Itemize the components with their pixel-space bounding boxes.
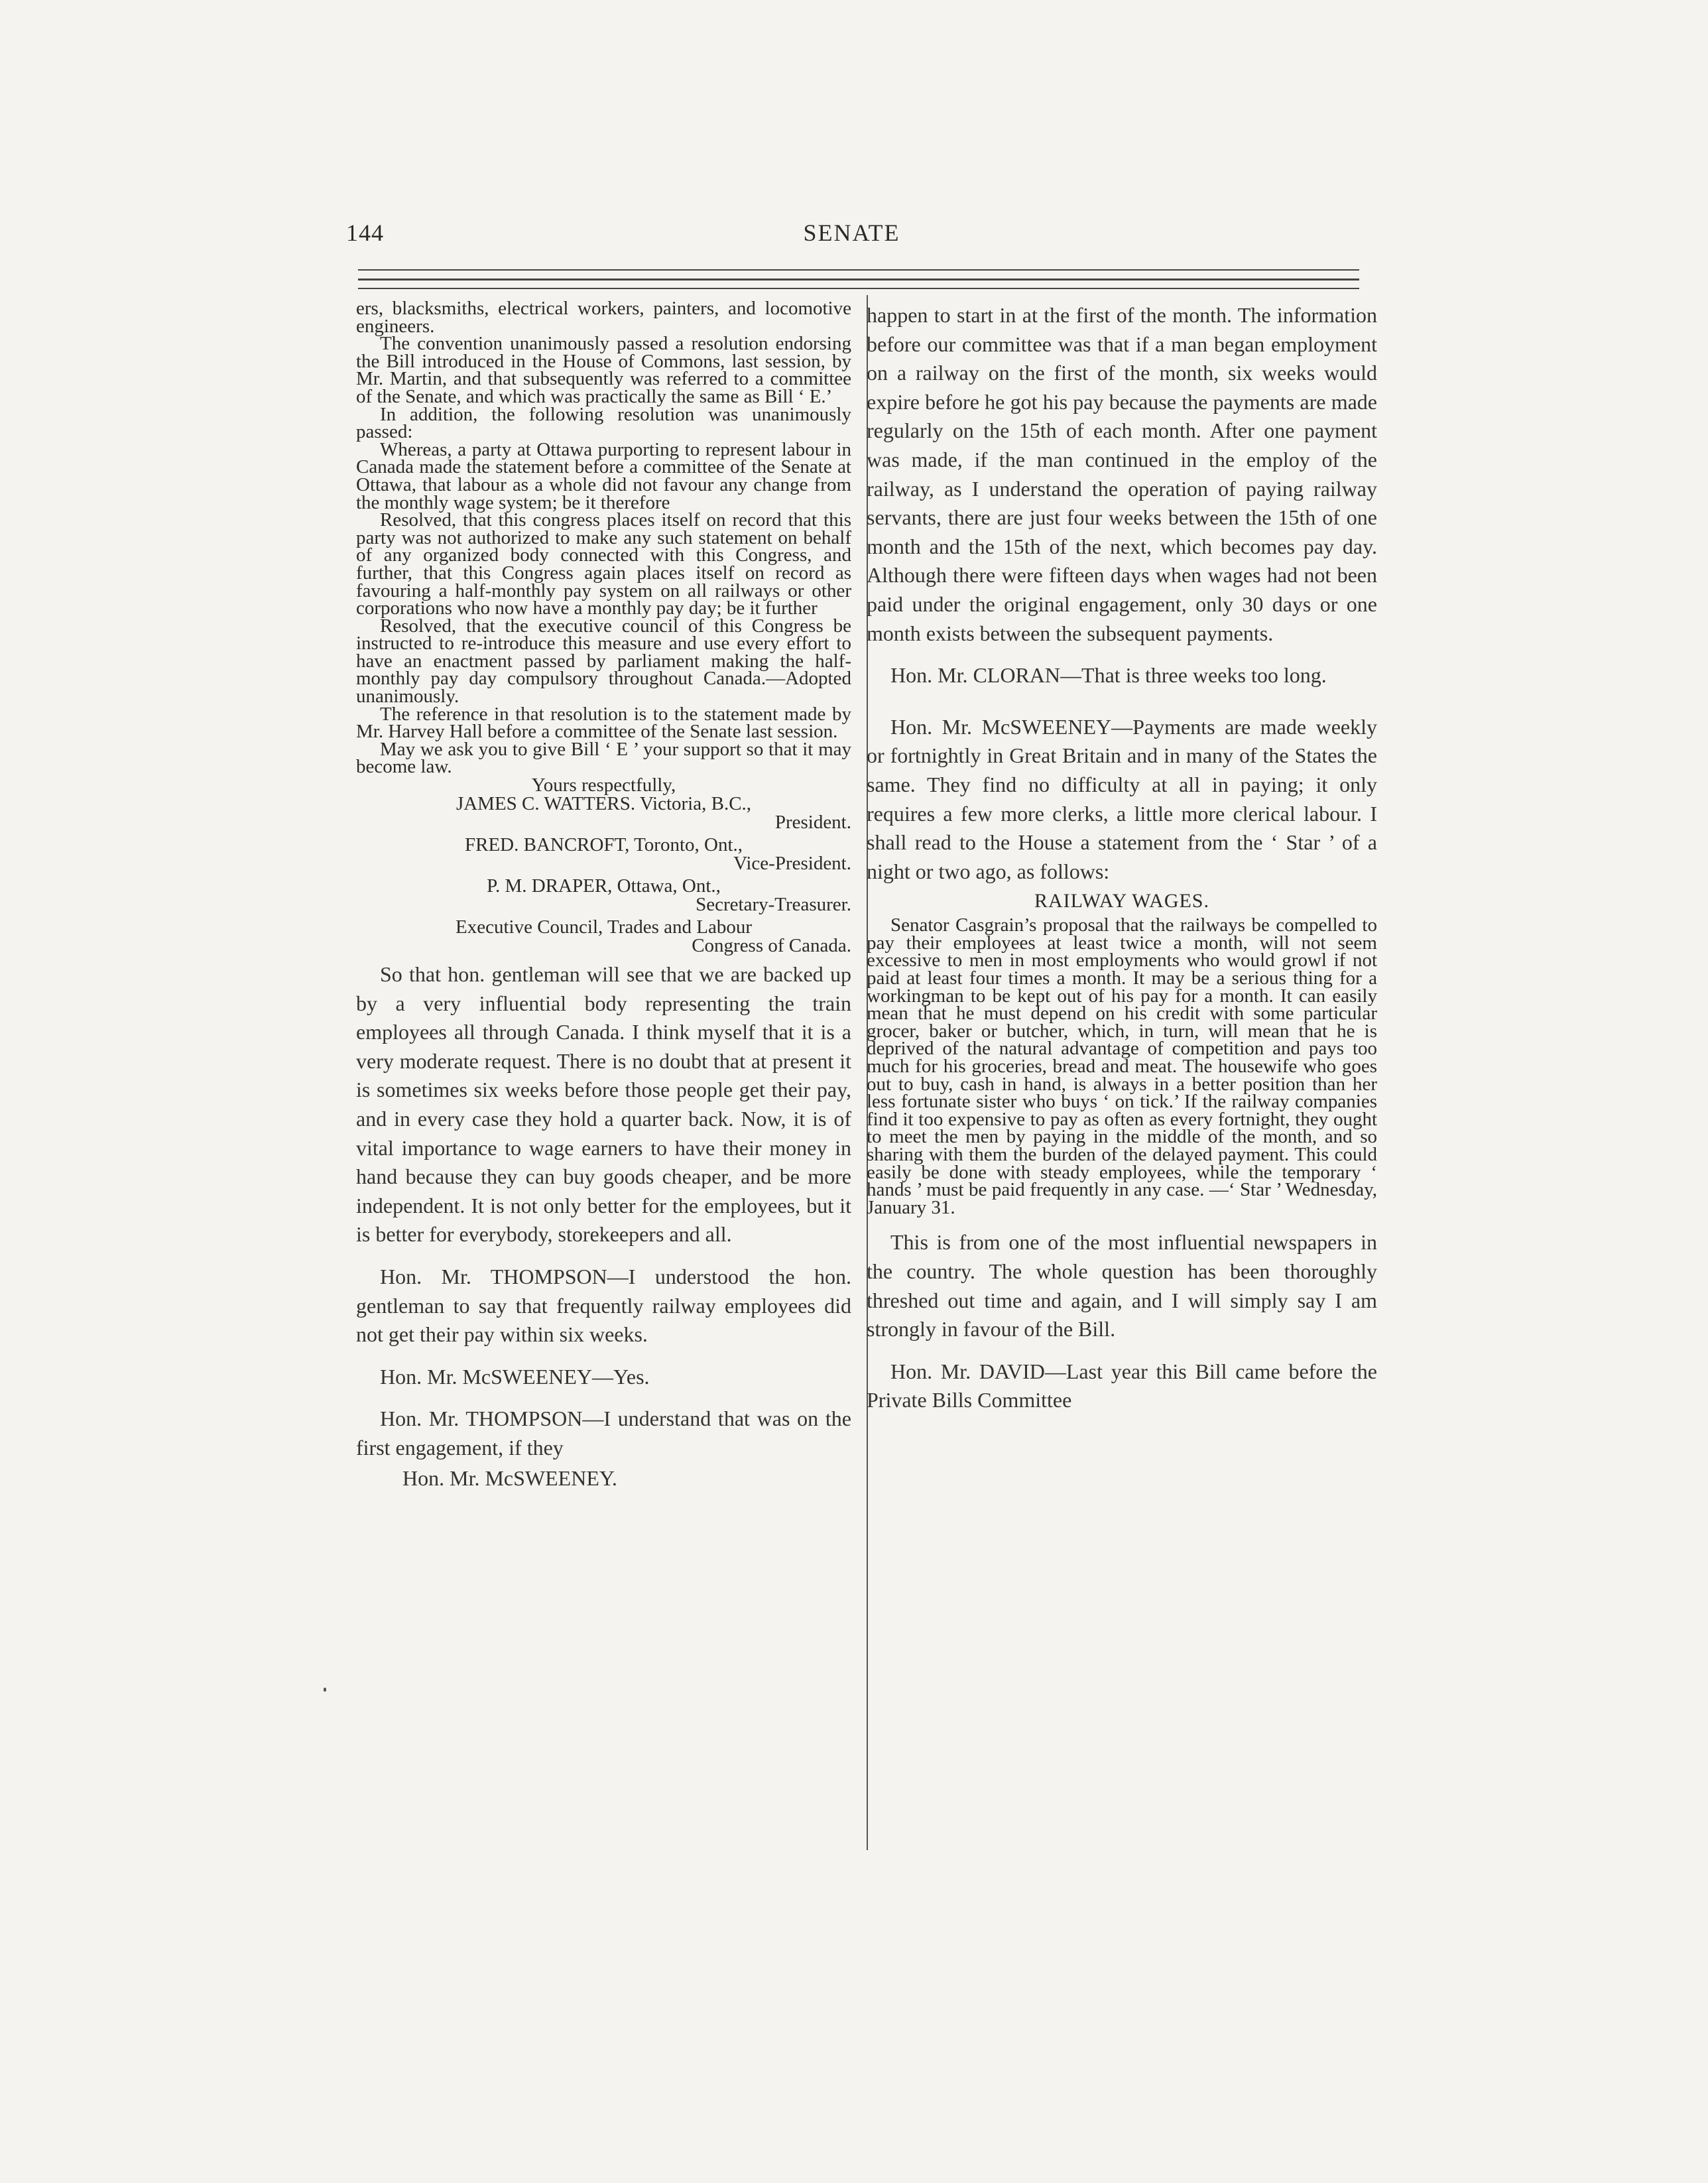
letter-paragraph: Resolved, that this congress places itself on record that this party was not authorized to make any such statement on behalf of any organized body connected with this Congress, and further, that this Congress again places itself on record as favouring a half-monthly pay system on all railways or other corporations who now have a monthly pay day; be it further [356,509,851,619]
speech-paragraph: Hon. Mr. McSWEENEY—Payments are made weekly or fortnightly in Great Britain and in many of the States the same. They find no difficulty at all in paying; it only requires a few more clerks, a little more clerical labour. I shall read to the House a statement from the ‘ Star ’ of a night or two ago, as follows: [867,714,1377,883]
letter-paragraph: The reference in that resolution is to the statement made by Mr. Harvey Hall before a committee of the Senate last session. [356,703,851,743]
signatory-name: JAMES C. WATTERS. Victoria, B.C., [456,793,752,815]
signatory-title: Secretary-Treasurer. [696,894,851,916]
speech-paragraph: Hon. Mr. McSWEENEY—Yes. [380,1364,650,1389]
signatory-name: Executive Council, Trades and Labour [456,916,752,938]
signatory-name: P. M. DRAPER, Ottawa, Ont., [487,875,721,897]
quoted-letter [356,300,851,776]
signature-block [356,776,851,955]
header-rule [358,279,1359,281]
signatory-name: FRED. BANCROFT, Toronto, Ont., [464,834,743,856]
left-column [356,300,851,1493]
letter-paragraph: Whereas, a party at Ottawa purporting to represent labour in Canada made the statement before a committee of the Senate at Ottawa, that labour as a whole did not favour any change from the monthly wage system; be it therefore [356,438,851,513]
letter-paragraph: Resolved, that the executive council of this Congress be instructed to re-introduce this measure and use every effort to have an enactment passed by parliament making the half-monthly pay day compulsory throughout Canada.—Adopted unanimously. [356,615,851,708]
speech-paragraph: This is from one of the most influential newspapers in the country. The whole question has been thoroughly threshed out time and again, and I will simply say I am strongly in favour of the Bill. [867,1230,1377,1341]
speech-paragraph: Hon. Mr. THOMPSON—I understood the hon. gentleman to say that frequently railway employees did not get their pay within six weeks. [356,1264,851,1347]
closing: Yours respectfully, [531,775,676,796]
letter-paragraph: May we ask you to give Bill ‘ E ’ your support so that it may become law. [356,738,851,778]
speech-paragraph: happen to start in at the first of the month. The information before our committee was that if a man began employment on a railway on the first of the month, six weeks would expire before he got his pay because the payments are made regularly on the 15th of each month. After one payment was made, if the man continued in the employ of the railway, as I understand the operation of paying railway servants, there are just four weeks between the 15th of one month and the 15th of the next, which becomes pay day. Although there were fifteen days when wages had not been paid under the original engagement, only 30 days or one month exists between the subsequent payments. [867,303,1377,645]
letter-paragraph: In addition, the following resolution was unanimously passed: [356,403,851,443]
signatory-title: Vice-President. [733,853,851,875]
letter-paragraph: The convention unanimously passed a resolution endorsing the Bill introduced in the House of Commons, last session, by Mr. Martin, and that subsequently was referred to a committee of the Senate, and which was practically the same as Bill ‘ E.’ [356,333,851,407]
speech-paragraph: So that hon. gentleman will see that we are backed up by a very influential body representing the train employees all through Canada. I think myself that it is a very moderate request. There is no doubt that at present it is sometimes six weeks before those people get their pay, and in every case they hold a quarter back. Now, it is of vital importance to wage earners to have their money in hand because they can buy goods cheaper, and be more independent. It is not only better for the employees, but it is better for everybody, storekeepers and all. [356,962,851,1247]
debate-text [356,960,851,1493]
catchword: Hon. Mr. McSWEENEY. [402,1466,617,1490]
signatory-title: President. [774,812,851,834]
speech-paragraph: Hon. Mr. CLORAN—That is three weeks too long. [890,663,1327,688]
debate-text [867,301,1377,886]
page-number: 144 [346,219,384,246]
speech-paragraph: Hon. Mr. THOMPSON—I understand that was on the first engagement, if they [356,1406,851,1460]
letter-paragraph: ers, blacksmiths, electrical workers, painters, and locomotive engineers. [356,298,851,337]
header-rule [358,269,1359,271]
debate-text [867,1228,1377,1415]
header-rule [358,288,1359,289]
signatory-title: Congress of Canada. [692,935,851,957]
speech-paragraph: Hon. Mr. DAVID—Last year this Bill came before the Private Bills Committee [867,1359,1377,1412]
quote-paragraph: Senator Casgrain’s proposal that the railways be compelled to pay their employees at least twice a month, will not seem excessive to men in most employments who would growl if not paid at least four times a month. It may be a serious thing for a workingman to be kept out of his pay for a month. It can easily mean that he must depend on his credit with some particular grocer, baker or butcher, which, in turn, will mean that he is deprived of the natural advantage of competition and pays too much for his groceries, bread and meat. The housewife who goes out to buy, cash in hand, is always in a better position than her less fortunate sister who buys ‘ on tick.’ If the railway companies find it too expensive to pay as often as every fortnight, they ought to meet the men by paying in the middle of the month, and so sharing with them the burden of the delayed payment. This could easily be done with steady employees, while the temporary ‘ hands ’ must be paid frequently in any case. —‘ Star ’ Wednesday, January 31. [867,914,1377,1218]
right-column [867,300,1377,1415]
scan-speck [324,1688,326,1692]
newspaper-quote [867,916,1377,1216]
running-head: SENATE [803,219,900,246]
page-header [346,214,1357,253]
quote-heading: RAILWAY WAGES. [1034,890,1209,912]
